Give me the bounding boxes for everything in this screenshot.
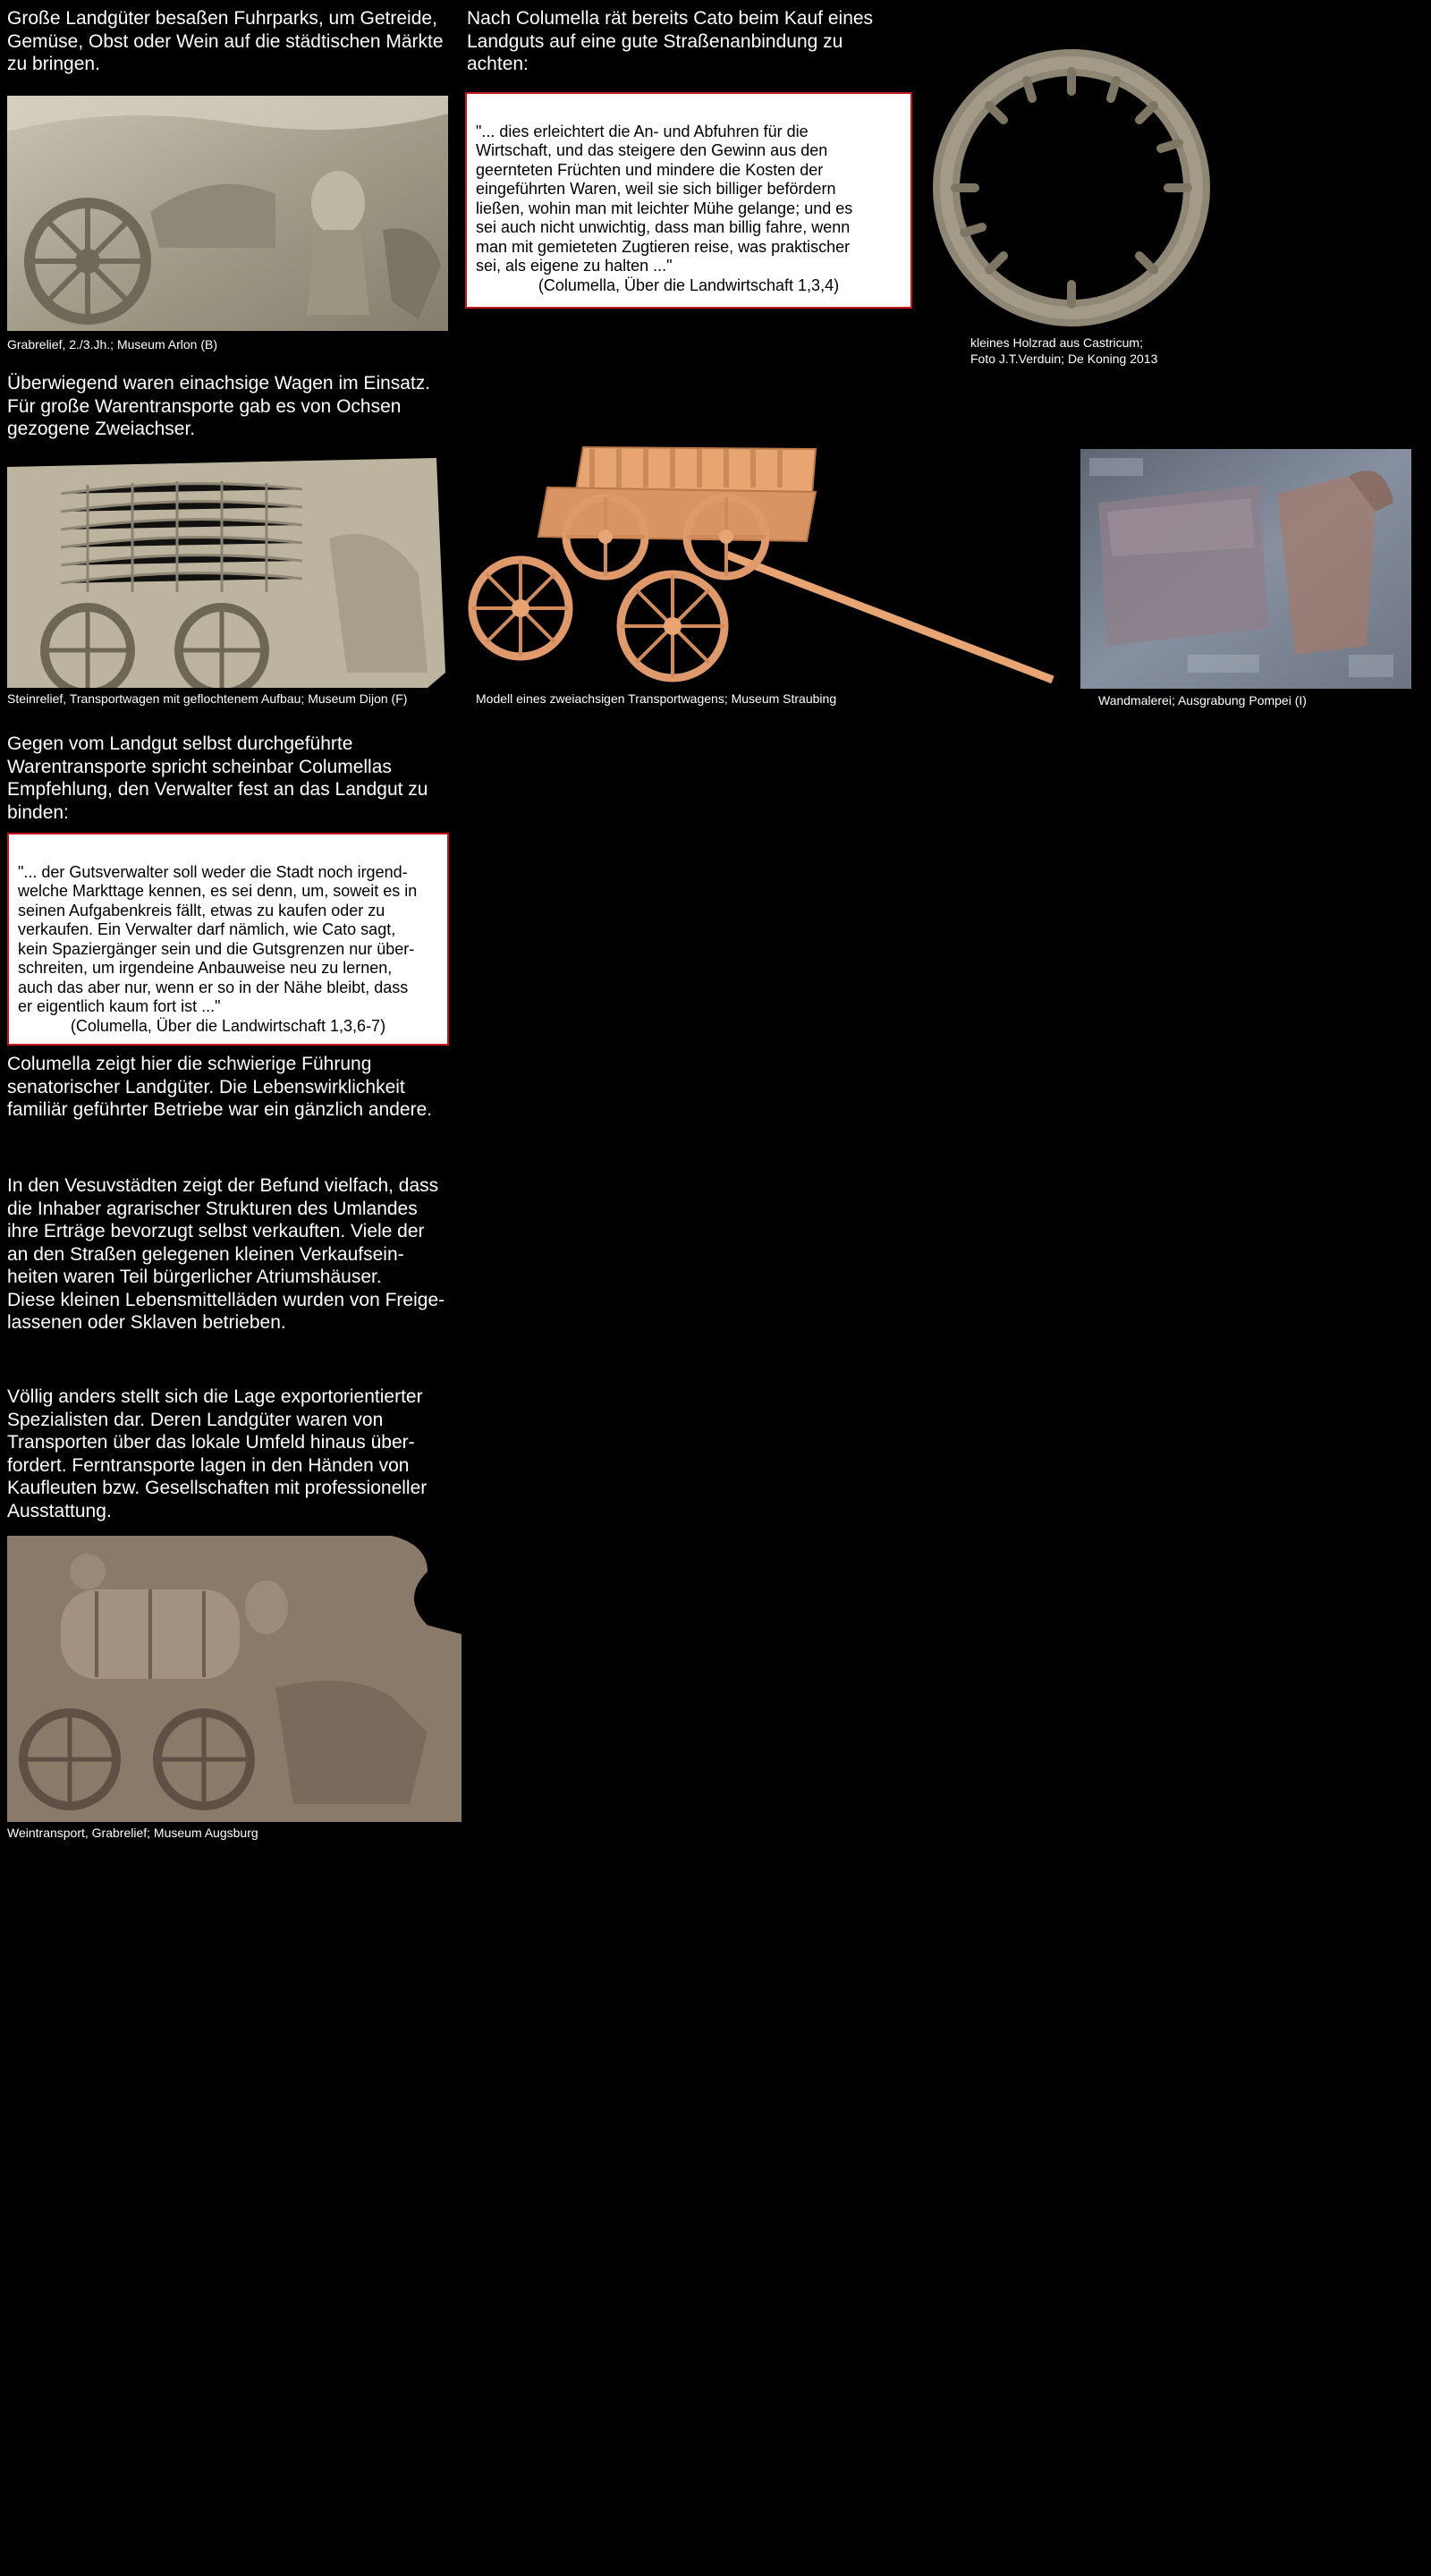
senatorial-estates-paragraph: Columella zeigt hier die schwierige Führung senatorischer Landgüter. Die Lebenswirklichkeit familiär geführter Betriebe war ein gänzlich andere. — [7, 1054, 433, 1120]
wagon-model-image — [467, 438, 1057, 689]
stone-relief-dijon-image — [7, 458, 449, 688]
quote-text: "... der Gutsverwalter soll weder die Stadt noch irgend- welche Markttage kennen, es sei denn, um, soweit es in seinen Aufgabenkreis fällt, etwas zu kaufen oder zu verkaufen. Ein Verwalter darf nämlich, wie Cato sagt, kein Spaziergänger sein und die Gutsgrenzen nur über- schreiten, um irgendeine Anbauweise neu zu lernen, auch das aber nur, wenn er so in der Nähe bleibt, dass er eigentlich kaum fort ist ..." — [18, 862, 418, 1015]
image-caption-arlon: Grabrelief, 2./3.Jh.; Museum Arlon (B) — [7, 337, 217, 352]
image-caption-dijon: Steinrelief, Transportwagen mit geflochtenem Aufbau; Museum Dijon (F) — [7, 691, 408, 706]
wine-transport-relief-image — [7, 1536, 461, 1822]
image-caption-augsburg: Weintransport, Grabrelief; Museum Augsburg — [7, 1826, 258, 1840]
wooden-wheel-image — [928, 45, 1216, 331]
quote-source: (Columella, Über die Landwirtschaft 1,3,6-7) — [70, 1016, 386, 1035]
quote-text: "... dies erleichtert die An- und Abfuhren für die Wirtschaft, und das steigere den Gewinn aus den geernteten Früchten und mindere die Kosten der eingeführten Waren, weil sie sich billiger befördern ließen, wohin man mit leichter Mühe gelange; und es sei auch nicht unwichtig, dass man billig fahre, wenn man mit gemieteten Zugtieren reise, was praktischer sei, als eigene zu halten ..." — [476, 122, 853, 275]
export-specialists-paragraph: Völlig anders stellt sich die Lage exportorientierter Spezialisten dar. Deren Landgüter waren von Transporten über das lokale Umfeld hinaus über- fordert. Ferntransporte lagen in den Händen von Kaufleuten bzw. Gesellschaften mit professioneller Ausstattung. — [7, 1386, 428, 1521]
administrator-paragraph: Gegen vom Landgut selbst durchgeführte Warentransporte spricht scheinbar Columellas Empfehlung, den Verwalter fest an das Landgut zu binden: — [7, 733, 428, 823]
grave-relief-arlon-image — [7, 96, 448, 331]
wagon-types-paragraph: Überwiegend waren einachsige Wagen im Einsatz. Für große Warentransporte gab es von Ochsen gezogene Zweiachser. — [7, 373, 431, 439]
cato-road-paragraph: Nach Columella rät bereits Cato beim Kauf eines Landguts auf eine gute Straßenanbindung zu achten: — [467, 8, 874, 74]
image-caption-castricum: kleines Holzrad aus Castricum; Foto J.T.Verduin; De Koning 2013 — [970, 335, 1158, 366]
image-caption-pompeii: Wandmalerei; Ausgrabung Pompei (I) — [1098, 693, 1307, 708]
intro-paragraph: Große Landgüter besaßen Fuhrparks, um Getreide, Gemüse, Obst oder Wein auf die städtischen Märkte zu bringen. — [7, 8, 444, 74]
columella-quote-road — [465, 92, 912, 309]
vesuvius-towns-paragraph: In den Vesuvstädten zeigt der Befund vielfach, dass die Inhaber agrarischer Strukturen des Umlandes ihre Erträge bevorzugt selbst verkauften. Viele der an den Straßen gelegenen kleinen Verkaufsein- heiten waren Teil bürgerlicher Atriumshäuser. Diese kleinen Lebensmittelläden wurden von Freige- lassenen oder Sklaven betrieben. — [7, 1175, 445, 1333]
wall-painting-pompeii-image — [1080, 449, 1411, 689]
columella-quote-administrator — [7, 833, 449, 1046]
quote-source: (Columella, Über die Landwirtschaft 1,3,4) — [538, 275, 840, 294]
image-caption-straubing: Modell eines zweiachsigen Transportwagens; Museum Straubing — [476, 691, 837, 706]
